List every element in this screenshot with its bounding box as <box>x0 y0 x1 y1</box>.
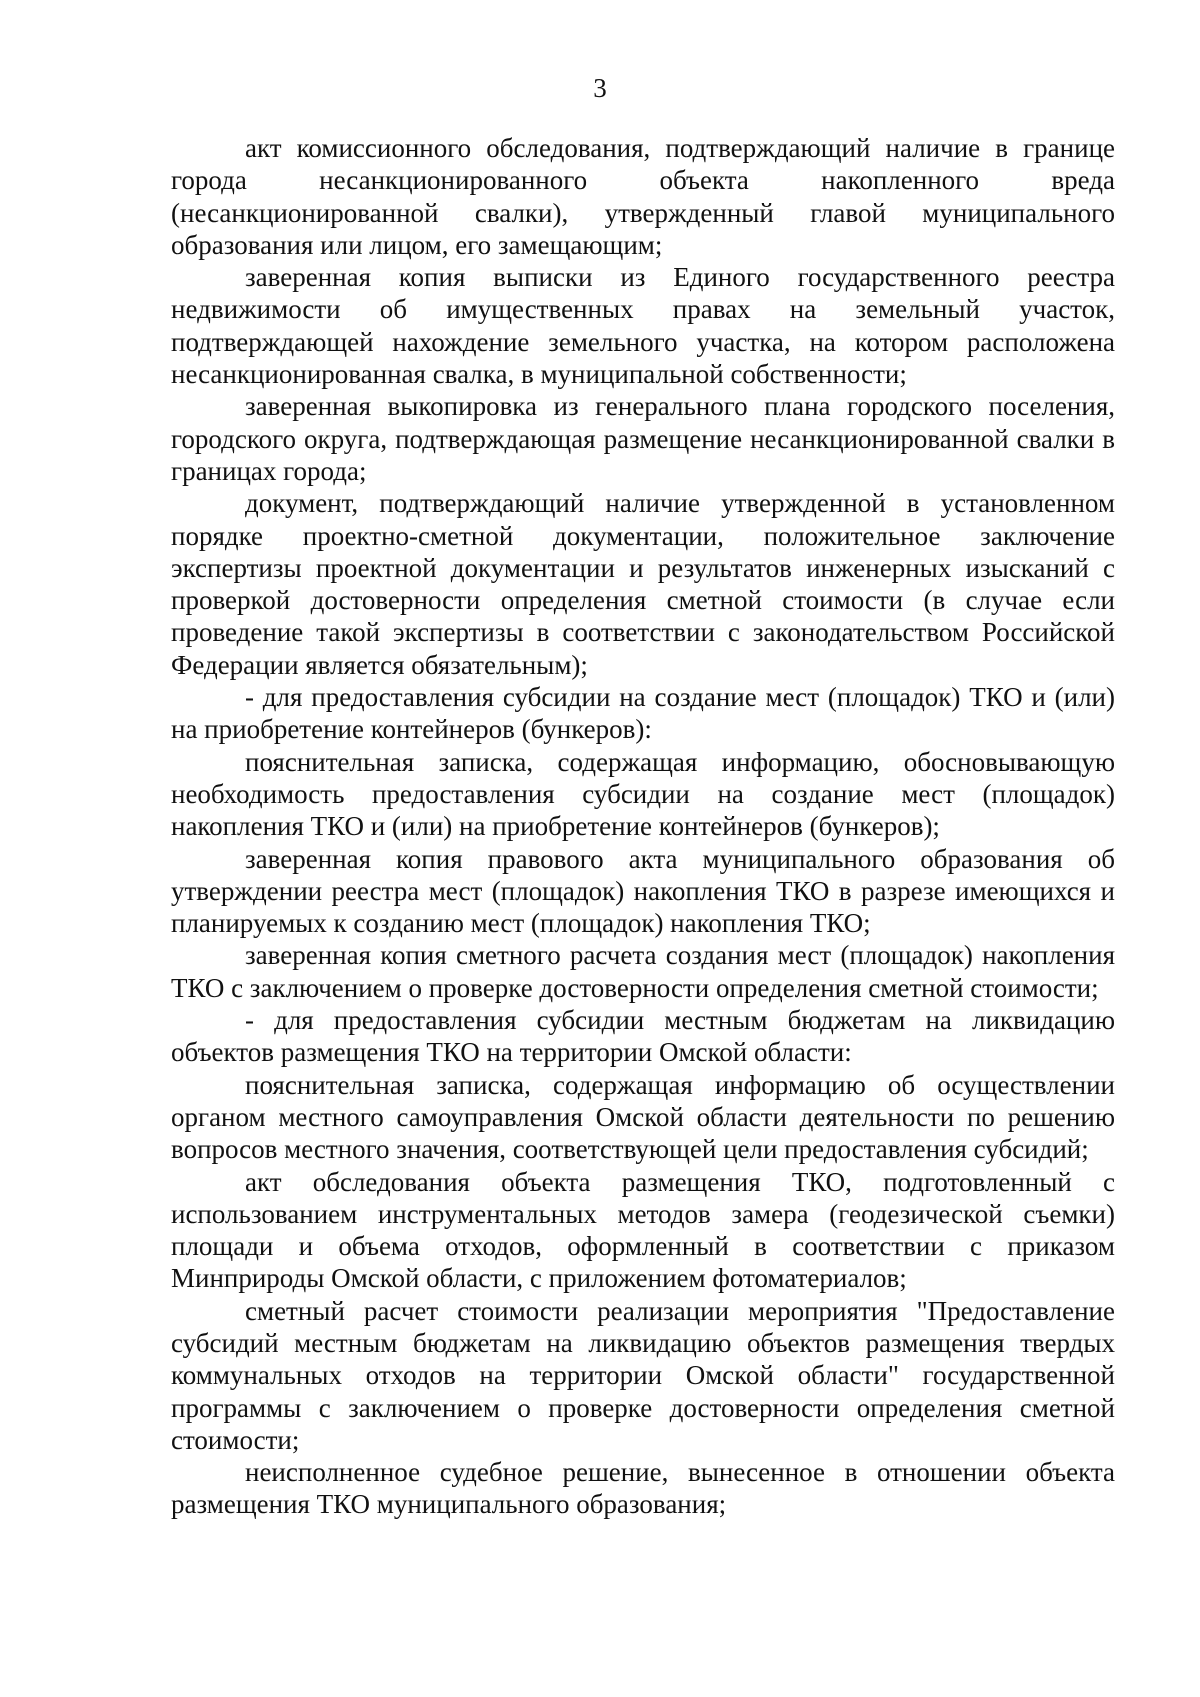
paragraph-estimate-copy: заверенная копия сметного расчета создания мест (площадок) накопления ТКО с заключением о проверке достоверности определения сметной стоимости; <box>171 940 1115 1003</box>
paragraph-inspection-act: акт комиссионного обследования, подтверждающий наличие в границе города несанкционированного объекта накопленного вреда (несанкционированной свалки), утвержденный главой муниципального образования или лицом, его замещающим; <box>171 133 1115 260</box>
paragraph-registry-extract: заверенная копия выписки из Единого государственного реестра недвижимости об имущественных правах на земельный участок, подтверждающей нахождение земельного участка, на котором расположена несанкционированная свалка, в муниципальной собственности; <box>171 262 1115 390</box>
paragraph-survey-act: акт обследования объекта размещения ТКО, подготовленный с использованием инструментальных методов замера (геодезической съемки) площади и объема отходов, оформленный в соответствии с приказом Минприроды Омской области, с приложением фотоматериалов; <box>171 1166 1115 1294</box>
paragraph-court-decision: неисполненное судебное решение, вынесенное в отношении объекта размещения ТКО муниципального образования; <box>171 1457 1115 1520</box>
paragraph-cost-estimate: сметный расчет стоимости реализации мероприятия "Предоставление субсидий местным бюджетам на ликвидацию объектов размещения твердых коммунальных отходов на территории Омской области" государственной программы с заключением о проверке достоверности определения сметной стоимости; <box>171 1295 1115 1455</box>
paragraph-legal-act-registry: заверенная копия правового акта муниципального образования об утверждении реестра мест (площадок) накопления ТКО в разрезе имеющихся и планируемых к созданию мест (площадок) накопления ТКО; <box>171 843 1115 939</box>
document-body <box>171 132 1115 1521</box>
paragraph-subsidy-sites-heading: - для предоставления субсидии на создание мест (площадок) ТКО и (или) на приобретение контейнеров (бункеров): <box>171 682 1115 745</box>
paragraph-subsidy-liquidation-heading: - для предоставления субсидии местным бюджетам на ликвидацию объектов размещения ТКО на территории Омской области: <box>171 1005 1115 1068</box>
paragraph-explanatory-note-sites: пояснительная записка, содержащая информацию, обосновывающую необходимость предоставления субсидии на создание мест (площадок) накопления ТКО и (или) на приобретение контейнеров (бункеров); <box>171 746 1115 842</box>
paragraph-explanatory-note-liquidation: пояснительная записка, содержащая информацию об осуществлении органом местного самоуправления Омской области деятельности по решению вопросов местного значения, соответствующей цели предоставления субсидий; <box>171 1069 1115 1165</box>
paragraph-general-plan-copy: заверенная выкопировка из генерального плана городского поселения, городского округа, подтверждающая размещение несанкционированной свалки в границах города; <box>171 391 1115 486</box>
page-number: 3 <box>593 73 607 103</box>
paragraph-design-documentation: документ, подтверждающий наличие утвержденной в установленном порядке проектно-сметной документации, положительное заключение экспертизы проектной документации и результатов инженерных изысканий с проверкой достоверности определения сметной стоимости (в случае если проведение такой экспертизы в соответствии с законодательством Российской Федерации является обязательным); <box>171 488 1115 680</box>
